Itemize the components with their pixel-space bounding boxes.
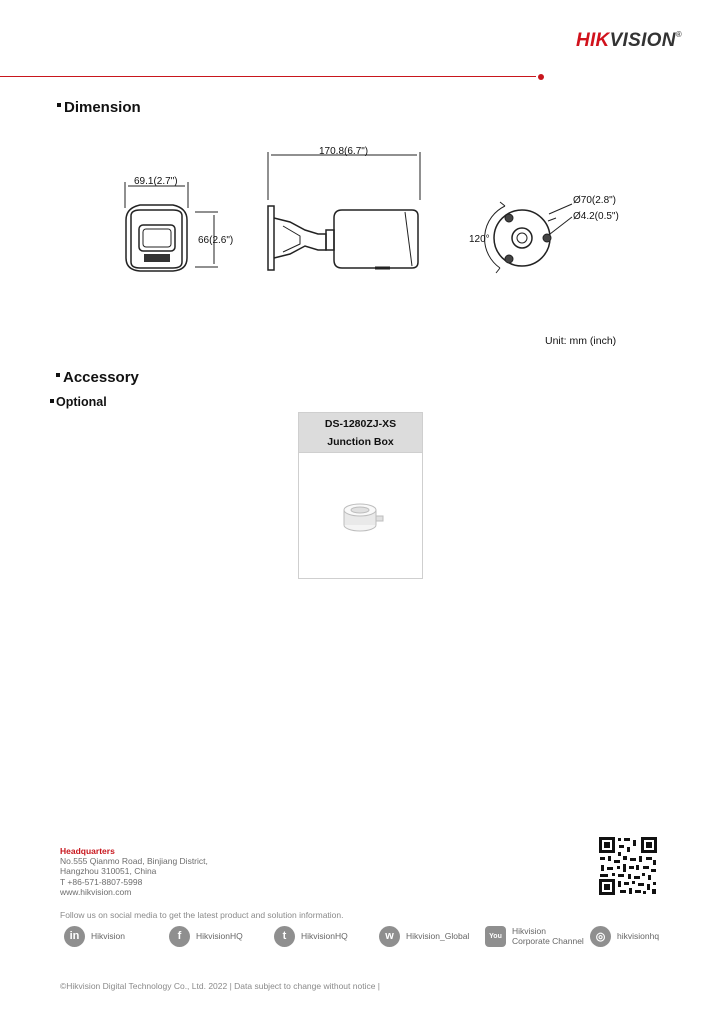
social-label: HikvisionHQ [196,931,243,941]
social-linkedin[interactable] [64,925,125,947]
social-facebook[interactable] [169,925,243,947]
diameter-label: Ø70(2.8") [573,195,617,206]
headquarters-block [60,846,208,897]
width-label: 69.1(2.7") [134,176,178,187]
height-label: 66(2.6") [198,235,234,246]
social-instagram[interactable] [590,925,659,947]
accessory-card [298,412,423,579]
hikvision-logo: HIKVISION® [575,30,682,51]
bullet-icon [50,399,54,403]
social-label: Hikvision_Global [406,931,470,941]
angle-label: 120° [469,234,490,245]
optional-heading: Optional [50,395,107,409]
social-youtube[interactable] [485,925,584,947]
social-label: hikvisionhq [617,931,660,941]
accessory-card-header [299,413,422,453]
qr-code [598,836,658,896]
accessory-name: Junction Box [327,436,394,448]
header-divider-dot [538,74,544,80]
accessory-model: DS-1280ZJ-XS [324,418,397,430]
social-twitter[interactable] [274,925,348,947]
linkedin-icon: in [64,926,85,947]
headquarters-title: Headquarters [60,846,115,856]
hq-address-line: Hangzhou 310051, China [60,866,157,877]
instagram-icon: ◎ [590,926,611,947]
follow-us-text: Follow us on social media to get the latest product and solution information. [60,910,344,920]
youtube-icon: You [485,926,506,947]
front-view [125,182,218,271]
wechat-icon: w [379,926,400,947]
side-view [268,152,420,270]
accessory-heading: Accessory [56,369,139,386]
hole-label: Ø4.2(0.5") [573,211,619,222]
copyright-text: ©Hikvision Digital Technology Co., Ltd. 2022 | Data subject to change without notice | [60,981,381,991]
length-label: 170.8(6.7") [319,146,369,157]
unit-label: Unit: mm (inch) [545,335,617,347]
bullet-icon [56,373,60,377]
back-view [485,202,572,273]
social-label: Hikvision [91,931,126,941]
header-divider [0,76,536,77]
social-label: HikvisionHQ [301,931,348,941]
hq-website[interactable]: www.hikvision.com [60,886,132,897]
social-wechat[interactable] [379,925,469,947]
twitter-icon: t [274,926,295,947]
hq-address-line: No.555 Qianmo Road, Binjiang District, [60,856,208,867]
hq-phone: T +86-571-8807-5998 [60,876,143,887]
junction-box-image [299,453,422,577]
bullet-icon [57,103,61,107]
dimension-heading: Dimension [57,99,141,116]
facebook-icon: f [169,926,190,947]
social-label: Hikvision Corporate Channel [512,926,584,946]
